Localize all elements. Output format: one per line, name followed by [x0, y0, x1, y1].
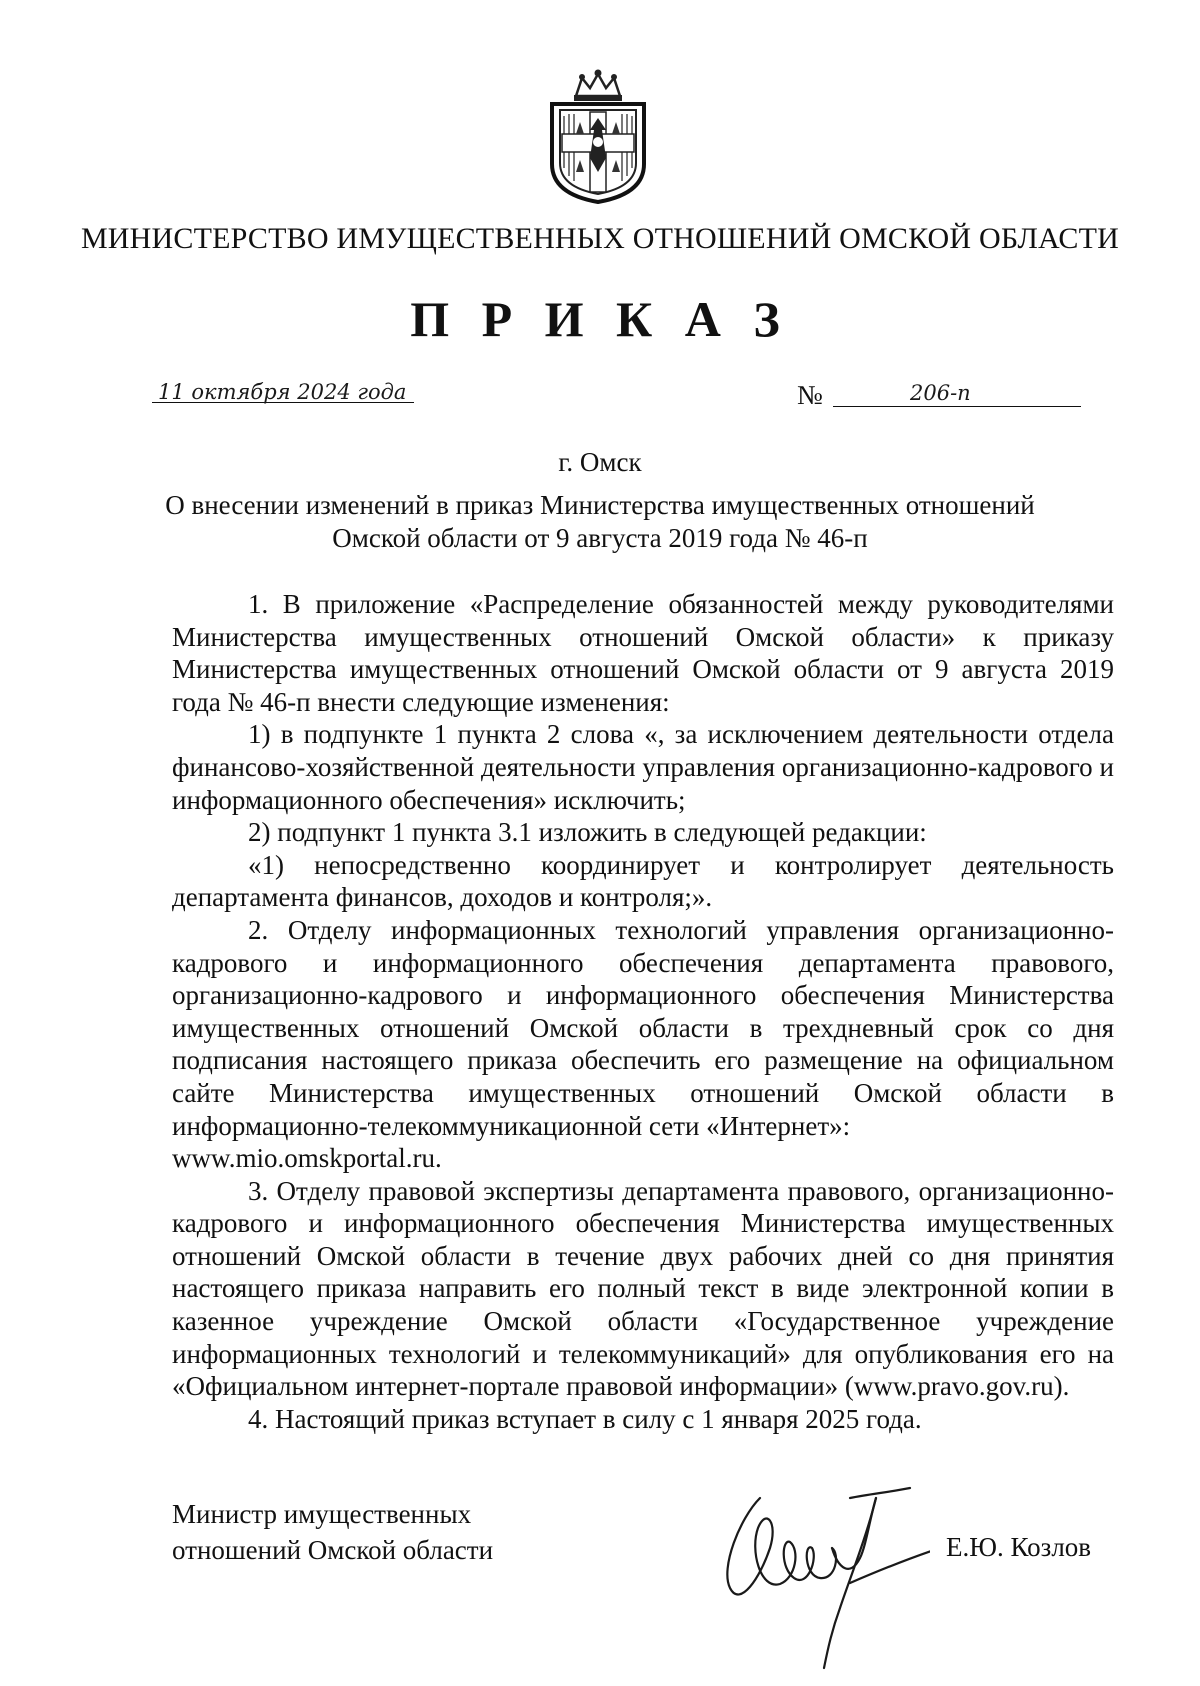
subject-line-2: Омской области от 9 августа 2019 года № 46-п	[332, 523, 868, 553]
coat-of-arms-icon	[538, 68, 658, 206]
paragraph-1-1: 1) в подпункте 1 пункта 2 слова «, за исключением деятельности отдела финансово-хозяйственной деятельности управления организационно-кадрового и информационного обеспечения» исключить;	[172, 719, 1114, 815]
paragraph-4: 4. Настоящий приказ вступает в силу с 1 января 2025 года.	[248, 1403, 922, 1434]
number-underline	[833, 406, 1081, 407]
subject-line-1: О внесении изменений в приказ Министерства имущественных отношений	[165, 490, 1035, 520]
ministry-name: МИНИСТЕРСТВО ИМУЩЕСТВЕННЫХ ОТНОШЕНИЙ ОМСКОЙ ОБЛАСТИ	[80, 222, 1120, 255]
document-title: П Р И К А З	[410, 291, 790, 347]
paragraph-1-2-text: «1) непосредственно координирует и контролирует деятельность департамента финансов, доходов и контроля;».	[172, 849, 1114, 913]
signatory-position	[172, 1496, 493, 1568]
order-date: 11 октября 2024 года	[158, 380, 407, 404]
position-line-1: Министр имущественных	[172, 1499, 472, 1529]
paragraph-1-2: 2) подпункт 1 пункта 3.1 изложить в следующей редакции:	[248, 817, 927, 848]
signatory-name: Е.Ю. Козлов	[946, 1532, 1092, 1562]
order-number: 206-п	[910, 381, 971, 405]
paragraph-2: 2. Отделу информационных технологий управления организационно-кадрового и информационного обеспечения департамента правового, организационно-кадрового и информационного обеспечения Министерства имущественных отношений Омской области в трехдневный срок со дня подписания настоящего приказа обеспечить его размещение на официальном сайте Министерства имущественных отношений Омской области в информационно-телекоммуникационной сети «Интернет»:	[172, 914, 1114, 1141]
paragraph-2-url: www.mio.omskportal.ru.	[172, 1143, 442, 1174]
city: г. Омск	[558, 447, 642, 477]
signature-icon	[700, 1458, 930, 1678]
order-body	[172, 588, 1114, 1435]
order-subject	[150, 489, 1050, 555]
paragraph-1: 1. В приложение «Распределение обязанностей между руководителями Министерства имущественных отношений Омской области» к приказу Министерства имущественных отношений Омской области от 9 августа 2019 года № 46-п внести следующие изменения:	[172, 589, 1114, 717]
position-line-2: отношений Омской области	[172, 1535, 494, 1565]
paragraph-3: 3. Отделу правовой экспертизы департамента правового, организационно-кадрового и информационного обеспечения Министерства имущественных отношений Омской области в течение двух рабочих дней со дня принятия настоящего приказа направить его полный текст в виде электронной копии в казенное учреждение Омской области «Государственное учреждение информационных технологий и телекоммуникаций» для опубликования его на «Официальном интернет-портале правовой информации» (www.pravo.gov.ru).	[172, 1175, 1114, 1402]
number-sign: №	[797, 380, 823, 410]
